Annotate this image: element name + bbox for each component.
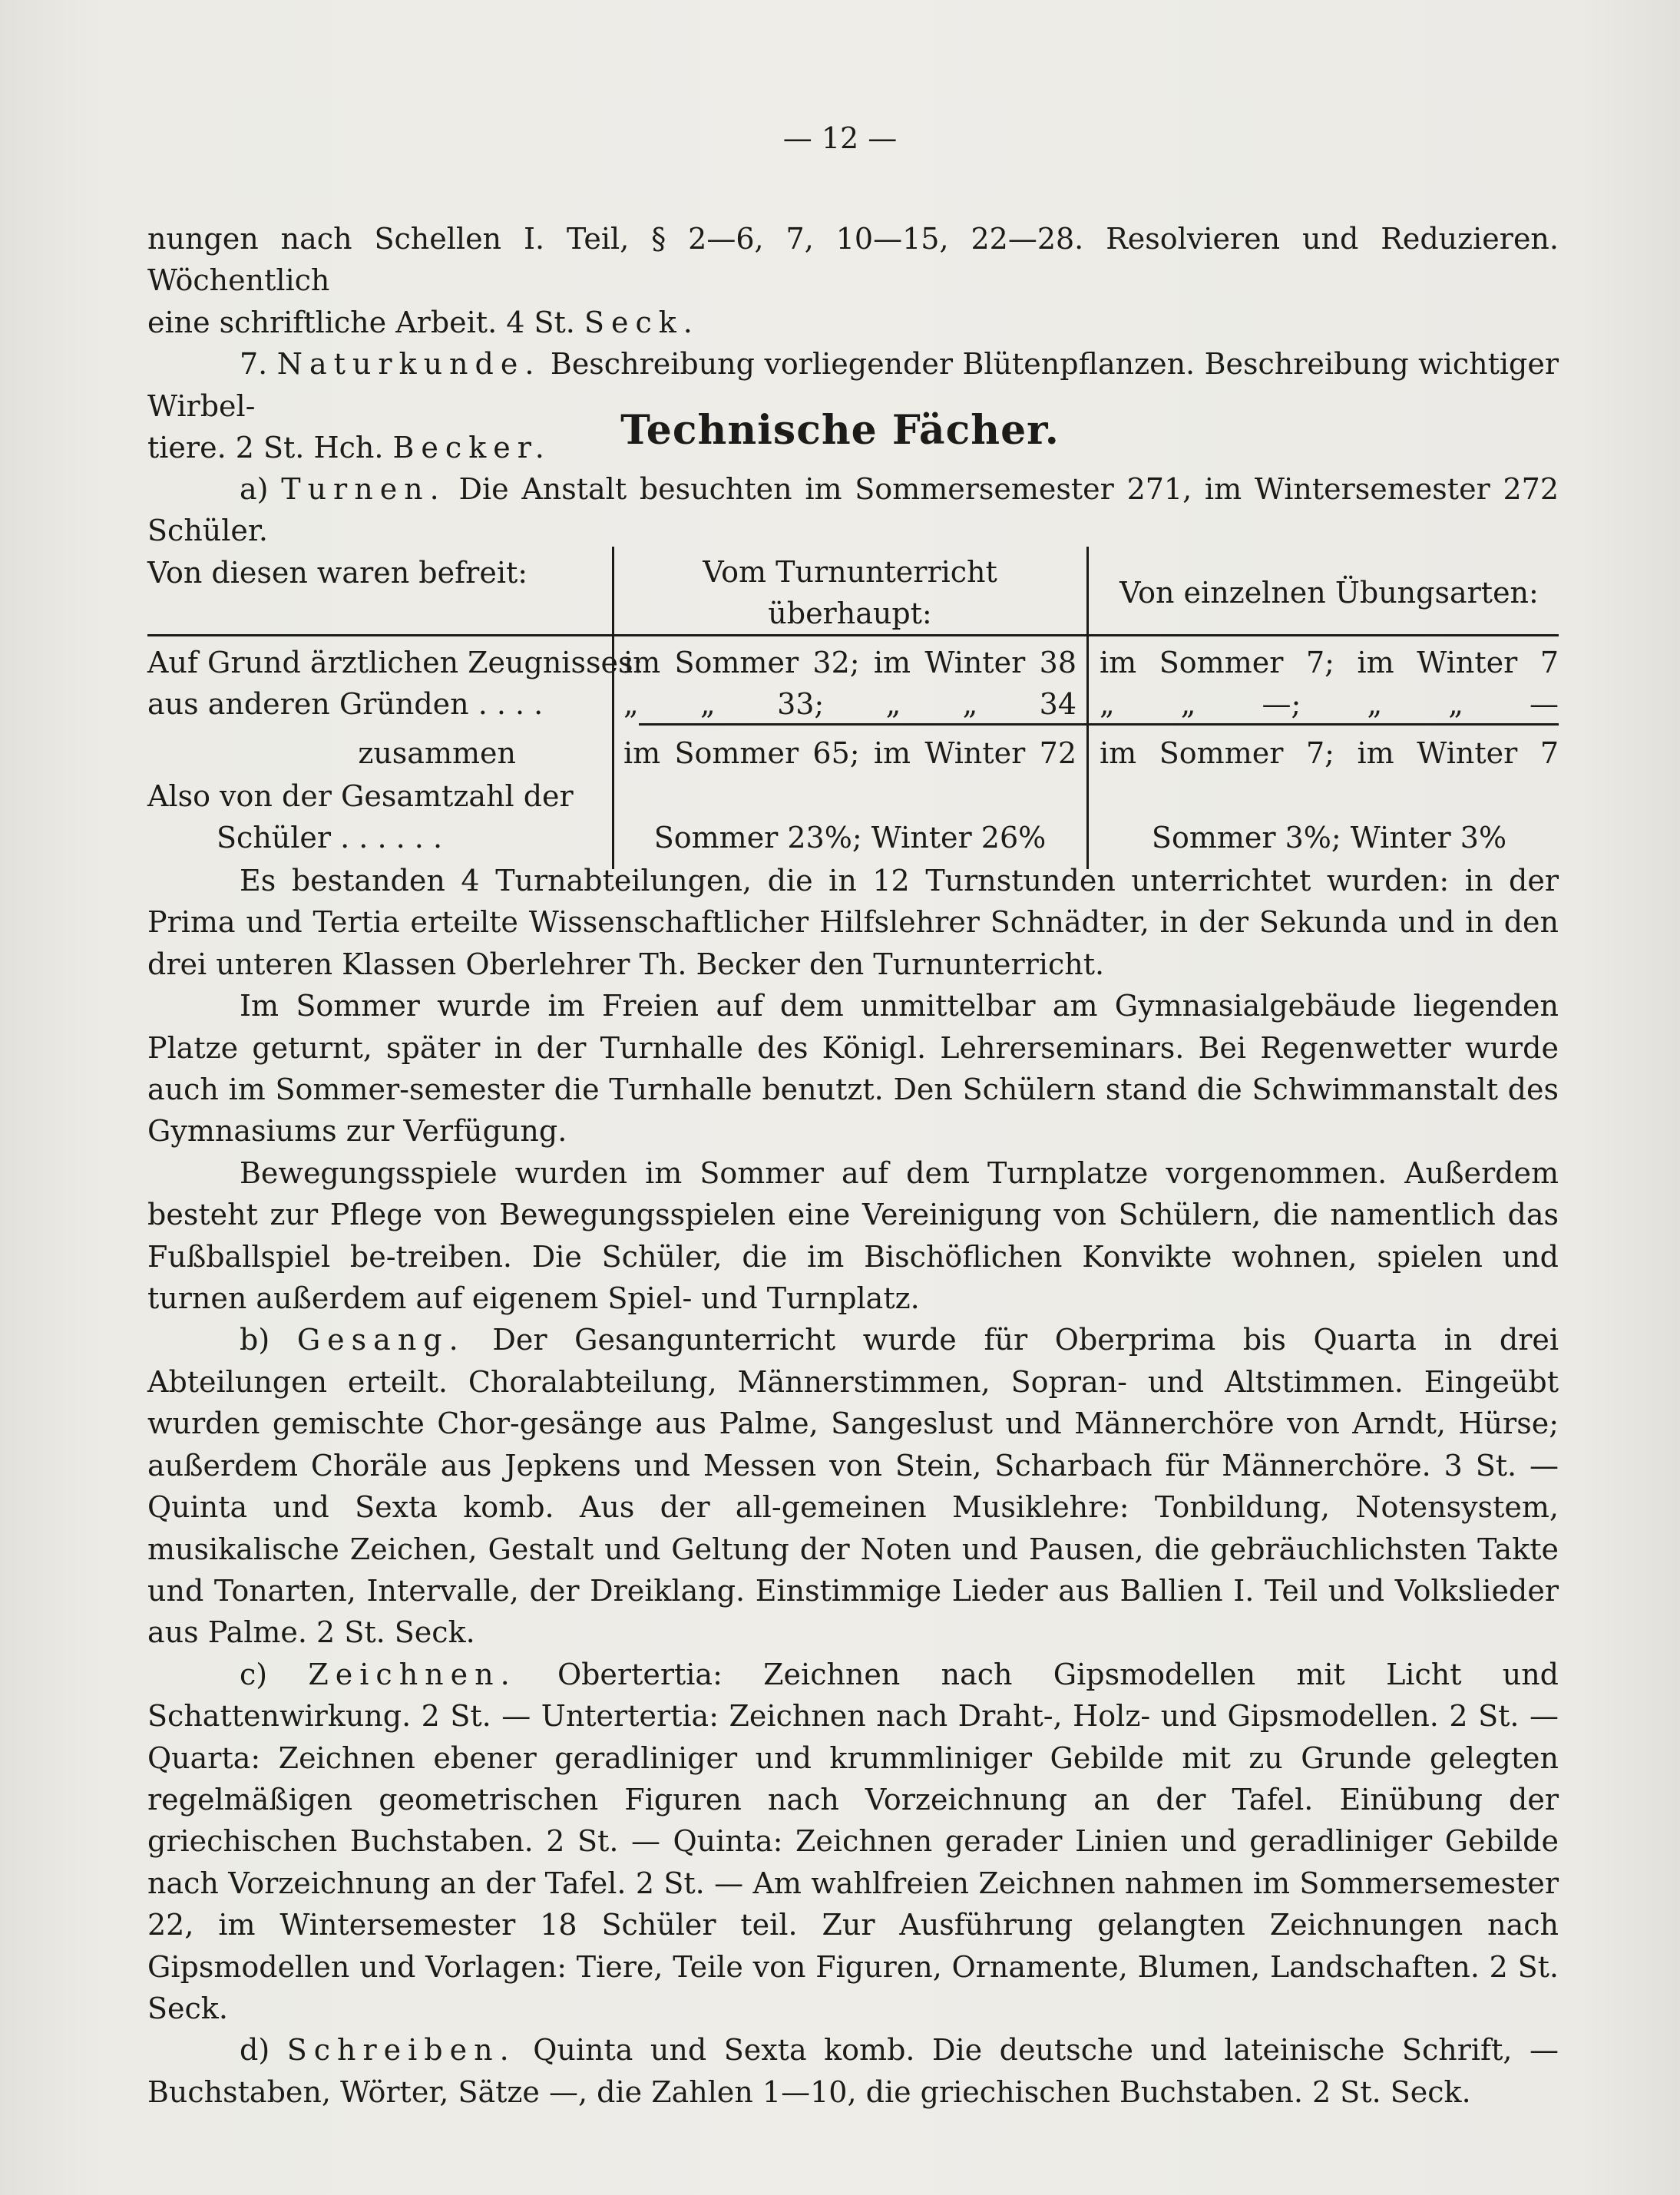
table-row2-col3: „ „ —; „ „ — bbox=[1100, 687, 1559, 721]
paragraph-sommer: Im Sommer wurde im Freien auf dem unmittelbar am Gymnasialgebäude liegenden Platze geturnt, später in der Turnhalle des Königl. Lehrerseminars. Bei Regenwetter wurde auch im Sommer-semester die Turnhalle benutzt. Den Schülern stand die Schwimmanstalt des Gymnasiums zur Verfügung. bbox=[147, 989, 1559, 1149]
page-number: — 12 — bbox=[782, 121, 898, 155]
section-heading: Technische Fächer. bbox=[620, 407, 1060, 454]
paragraph-bewegungsspiele: Bewegungsspiele wurden im Sommer auf dem Turnplatze vorgenommen. Außerdem besteht zur Pflege von Bewegungsspielen eine Vereinigung von Schülern, die namentlich das Fußballspiel be-treiben. Die Schüler, die im Bischöflichen Konvikte wohnen, spielen und turnen außerdem auf eigenem Spiel- und Turnplatz. bbox=[147, 1155, 1559, 1316]
table-row3-label: zusammen bbox=[358, 736, 516, 770]
paragraph-schreiben: d) Schreiben. Quinta und Sexta komb. Die deutsche und lateinische Schrift, — Buchstaben, Wörter, Sätze —, die Zahlen 1—10, die griechischen Buchstaben. 2 St. Seck. bbox=[147, 2033, 1559, 2109]
table-head-col2-line2: überhaupt: bbox=[768, 597, 932, 630]
table-row1-label: Auf Grund ärztlichen Zeugnisses: bbox=[147, 646, 643, 679]
table-head-col2-line1: Vom Turnunterricht bbox=[703, 555, 997, 589]
paragraph-gesang: b) Gesang. Der Gesangunterricht wurde für Oberprima bis Quarta in drei Abteilungen erteilt. Choralabteilung, Männerstimmen, Sopran- und Altstimmen. Eingeübt wurden gemischte Chor-gesänge aus Palme, Sangeslust und Männerchöre von Arndt, Hürse; außerdem Choräle aus Jepkens und Messen von Stein, Scharbach für Männerchöre. 3 St. — Quinta und Sexta komb. Aus der all-gemeinen Musiklehre: Tonbildung, Notensystem, musikalische Zeichen, Gestalt und Geltung der Noten und Pausen, die gebräuchlichsten Takte und Tonarten, Intervalle, der Dreiklang. Einstimmige Lieder aus Ballien I. Teil und Volkslieder aus Palme. 2 St. Seck. bbox=[147, 1323, 1559, 1650]
naturkunde-line: 7. Naturkunde. Beschreibung vorliegender Blütenpflanzen. Beschreibung wichtiger Wirbel- bbox=[147, 347, 1559, 423]
turnen-line-2: Von diesen waren befreit: bbox=[147, 555, 528, 590]
table-hline-head bbox=[147, 634, 1559, 636]
table-head-col3: Von einzelnen Übungsarten: bbox=[1119, 576, 1539, 610]
table-row4-col2: Sommer 23%; Winter 26% bbox=[653, 821, 1047, 855]
table-row3-col3: im Sommer 7; im Winter 7 bbox=[1100, 736, 1559, 770]
paragraph-turnabteilungen: Es bestanden 4 Turnabteilungen, die in 12 Turnstunden unterrichtet wurden: in der Prima und Tertia erteilte Wissenschaftlicher Hilfslehrer Schnädter, in der Sekunda und in den drei unteren Klassen Oberlehrer Th. Becker den Turnunterricht. bbox=[147, 864, 1559, 981]
table-vline-1 bbox=[612, 547, 614, 869]
table-row2-col2: „ „ 33; „ „ 34 bbox=[623, 687, 1076, 721]
table-row1-col2: im Sommer 32; im Winter 38 bbox=[623, 646, 1076, 679]
table-vline-2 bbox=[1086, 547, 1089, 869]
main-body bbox=[147, 860, 1559, 2113]
paragraph-zeichnen: c) Zeichnen. Obertertia: Zeichnen nach Gipsmodellen mit Licht und Schattenwirkung. 2 St. — Untertertia: Zeichnen nach Draht-, Holz- und Gipsmodellen. 2 St. — Quarta: Zeichnen ebener geradliniger und krummliniger Gebilde mit zu Grunde gelegten regelmäßigen geometrischen Figuren nach Vorzeichnung an der Tafel. Einübung der griechischen Buchstaben. 2 St. — Quinta: Zeichnen gerader Linien und geradliniger Gebilde nach Vorzeichnung an der Tafel. 2 St. — Am wahlfreien Zeichnen nahmen im Sommersemester 22, im Wintersemester 18 Schüler teil. Zur Ausführung gelangten Zeichnungen nach Gipsmodellen und Vorlagen: Tiere, Teile von Figuren, Ornamente, Blumen, Landschaften. 2 St. Seck. bbox=[147, 1657, 1559, 2025]
intro-line-2: eine schriftliche Arbeit. 4 St. Seck. bbox=[147, 305, 699, 339]
table-row4-label-1: Also von der Gesamtzahl der bbox=[147, 779, 574, 813]
table-row4-label-2: Schüler . . . . . . bbox=[217, 821, 443, 855]
table-row4-col3: Sommer 3%; Winter 3% bbox=[1151, 821, 1507, 855]
table-row3-col2: im Sommer 65; im Winter 72 bbox=[623, 736, 1076, 770]
naturkunde-line-2: tiere. 2 St. Hch. Becker. bbox=[147, 431, 551, 465]
table-row1-col3: im Sommer 7; im Winter 7 bbox=[1100, 646, 1559, 679]
intro-line-1: nungen nach Schellen I. Teil, § 2—6, 7, 10—15, 22—28. Resolvieren und Reduzieren. Wöchentlich bbox=[147, 222, 1559, 298]
turnen-line-1: a) Turnen. Die Anstalt besuchten im Sommersemester 271, im Wintersemester 272 Schüler. bbox=[147, 472, 1559, 548]
table-row2-label: aus anderen Gründen . . . . bbox=[147, 687, 544, 721]
